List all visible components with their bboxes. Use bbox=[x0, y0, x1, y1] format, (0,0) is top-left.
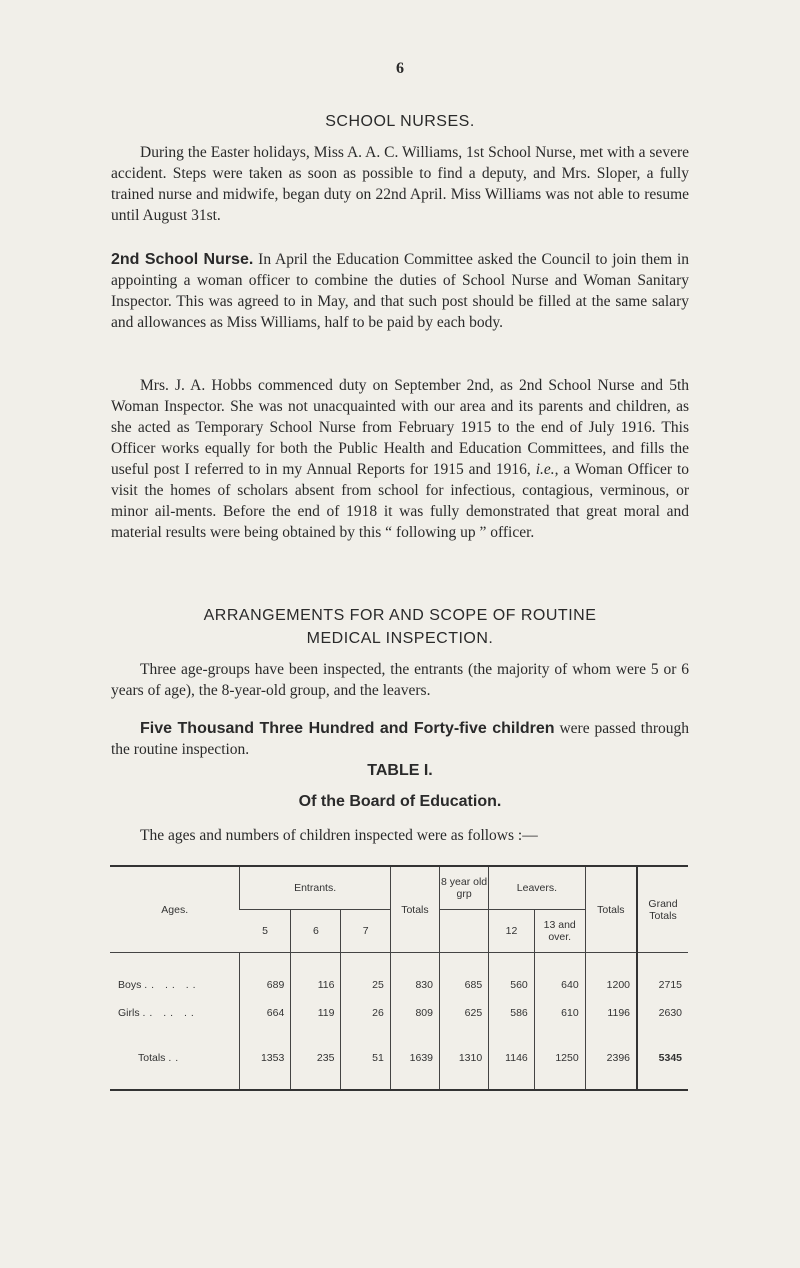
paragraph-easter-accident: During the Easter holidays, Miss A. A. C. Williams, 1st School Nurse, met with a severe accident. Steps were taken as soon as possible to find a deputy, and Mrs. Sloper, a fully trained nurse and midwife, began duty on 22nd April. Miss Williams was not able to resume until August 31st. bbox=[111, 144, 689, 224]
header-grand-totals: Grand Totals bbox=[637, 866, 688, 953]
section-title-arrangements-line2: MEDICAL INSPECTION. bbox=[306, 630, 494, 647]
second-nurse-text: In April the Education Committee asked the Council to join them in appointing a woman officer to combine the duties of School Nurse and Woman Sanitary Inspector. This was agreed to in May, and that such post should be filled at the same salary and allowances as Miss Williams, half to be paid by each body. bbox=[111, 251, 690, 331]
header-col-13: 13 and over. bbox=[534, 910, 585, 953]
table-row-girls bbox=[110, 999, 688, 1027]
table-row-totals bbox=[110, 1027, 688, 1090]
leader-dots: .. bbox=[168, 1052, 183, 1064]
cell-totals-totals: 1639 bbox=[390, 1027, 439, 1090]
leader-dots: .. .. .. bbox=[144, 979, 200, 991]
cell-girls-12: 586 bbox=[489, 999, 535, 1027]
cell-boys-12: 560 bbox=[489, 971, 535, 999]
header-eight-year: 8 year old grp bbox=[440, 866, 489, 910]
cell-totals-leavers-totals: 2396 bbox=[585, 1027, 637, 1090]
cell-boys-6: 116 bbox=[291, 971, 341, 999]
cell-girls-6: 119 bbox=[291, 999, 341, 1027]
second-nurse-lead: 2nd School Nurse. bbox=[111, 251, 254, 268]
header-ages: Ages. bbox=[161, 903, 189, 916]
cell-girls-totals: 809 bbox=[390, 999, 439, 1027]
row-label: Totals bbox=[138, 1052, 166, 1064]
cell-boys-5: 689 bbox=[240, 971, 291, 999]
header-leavers-totals: Totals bbox=[585, 866, 637, 953]
cell-boys-totals: 830 bbox=[390, 971, 439, 999]
header-col-7: 7 bbox=[341, 910, 390, 953]
table-intro: The ages and numbers of children inspected were as follows :— bbox=[140, 827, 538, 844]
header-totals: Totals bbox=[390, 866, 439, 953]
section-title-arrangements-line1: ARRANGEMENTS FOR AND SCOPE OF ROUTINE bbox=[203, 607, 597, 624]
row-label: Girls bbox=[118, 1007, 140, 1019]
hobbs-ie: i.e., bbox=[535, 461, 559, 478]
cell-grand-total: 5345 bbox=[637, 1027, 688, 1090]
cell-boys-eight: 685 bbox=[440, 971, 489, 999]
header-entrants: Entrants. bbox=[240, 866, 390, 910]
paragraph-second-nurse bbox=[111, 249, 689, 333]
page-number: 6 bbox=[396, 60, 404, 77]
cell-girls-eight: 625 bbox=[440, 999, 489, 1027]
hobbs-text-b: a Woman Officer to visit the homes of scholars absent from school for infectious, contagious, verminous, or minor ail-ments. Before the end of 1918 it was fully demonstrated that great moral and material results were being obtained by this “ following up ” officer. bbox=[111, 461, 690, 541]
header-eight-blank bbox=[440, 910, 489, 953]
cell-totals-eight: 1310 bbox=[440, 1027, 489, 1090]
row-label: Boys bbox=[118, 979, 142, 991]
cell-totals-7: 51 bbox=[341, 1027, 390, 1090]
cell-boys-leavers-totals: 1200 bbox=[585, 971, 637, 999]
cell-boys-7: 25 bbox=[341, 971, 390, 999]
cell-girls-7: 26 bbox=[341, 999, 390, 1027]
paragraph-age-groups: Three age-groups have been inspected, the entrants (the majority of whom were 5 or 6 years of age), the 8-year-old group, and the leavers. bbox=[111, 661, 689, 699]
paragraph-five-thousand bbox=[111, 718, 689, 760]
paragraph-mrs-hobbs bbox=[111, 375, 689, 543]
header-col-6: 6 bbox=[291, 910, 341, 953]
header-col-5: 5 bbox=[262, 925, 269, 937]
header-col-12: 12 bbox=[489, 910, 535, 953]
leader-dots: .. .. .. bbox=[142, 1007, 198, 1019]
table-row-boys bbox=[110, 971, 688, 999]
five-thousand-text: were passed through the routine inspection. bbox=[111, 720, 690, 758]
hobbs-text-a: Mrs. J. A. Hobbs commenced duty on September 2nd, as 2nd School Nurse and 5th Woman Inspector. She was not unacquainted with our area and its parents and children, as she acted as Temporary School Nurse from February 1915 to the end of July 1916. This Officer works equally for both the Public Health and Education Committees, and fills the useful post I referred to in my Annual Reports for 1915 and 1916, bbox=[111, 377, 689, 478]
table-title: TABLE I. bbox=[367, 762, 433, 779]
cell-totals-6: 235 bbox=[291, 1027, 341, 1090]
cell-boys-13: 640 bbox=[534, 971, 585, 999]
section-title-school-nurses: SCHOOL NURSES. bbox=[325, 113, 475, 130]
cell-totals-13: 1250 bbox=[534, 1027, 585, 1090]
cell-totals-12: 1146 bbox=[489, 1027, 535, 1090]
cell-totals-5: 1353 bbox=[240, 1027, 291, 1090]
cell-girls-grand: 2630 bbox=[637, 999, 688, 1027]
cell-girls-5: 664 bbox=[240, 999, 291, 1027]
table-subtitle: Of the Board of Education. bbox=[298, 793, 502, 810]
cell-boys-grand: 2715 bbox=[637, 971, 688, 999]
header-leavers: Leavers. bbox=[489, 866, 586, 910]
cell-girls-13: 610 bbox=[534, 999, 585, 1027]
cell-girls-leavers-totals: 1196 bbox=[585, 999, 637, 1027]
five-thousand-lead: Five Thousand Three Hundred and Forty-five children bbox=[140, 720, 555, 737]
inspection-table bbox=[110, 865, 688, 1091]
